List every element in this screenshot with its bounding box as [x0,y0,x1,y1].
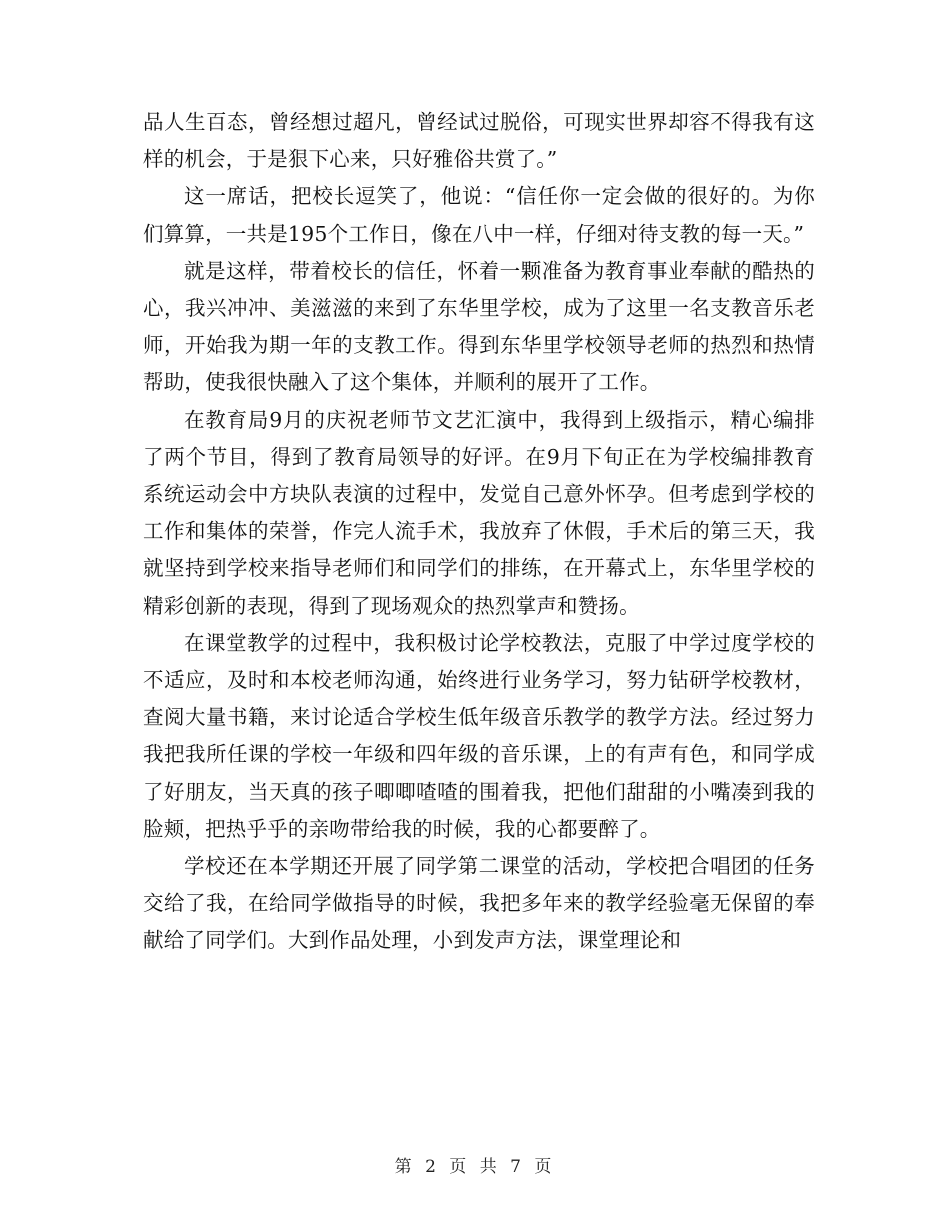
body-text [143,104,815,960]
paragraph-2: 这一席话，把校长逗笑了，他说：“信任你一定会做的很好的。为你们算算，一共是195个工作日，像在八中一样，仔细对待支教的每一天。” [143,184,815,246]
paragraph-1: 品人生百态，曾经想过超凡，曾经试过脱俗，可现实世界却容不得我有这样的机会，于是狠下心来，只好雅俗共赏了。” [143,110,815,172]
paragraph-5: 在课堂教学的过程中，我积极讨论学校教法，克服了中学过度学校的不适应，及时和本校老师沟通，始终进行业务学习，努力钻研学校教材，查阅大量书籍，来讨论适合学校生低年级音乐教学的教学方法。经过努力我把我所任课的学校一年级和四年级的音乐课，上的有声有色，和同学成了好朋友，当天真的孩子唧唧喳喳的围着我，把他们甜甜的小嘴凑到我的脸颊，把热乎乎的亲吻带给我的时候，我的心都要醉了。 [143,630,815,841]
paragraph-3: 就是这样，带着校长的信任，怀着一颗准备为教育事业奉献的酷热的心，我兴冲冲、美滋滋的来到了东华里学校，成为了这里一名支教音乐老师，开始我为期一年的支教工作。得到东华里学校领导老师的热烈和热情帮助，使我很快融入了这个集体，并顺利的展开了工作。 [143,258,815,395]
paragraph-6: 学校还在本学期还开展了同学第二课堂的活动，学校把合唱团的任务交给了我，在给同学做指导的时候，我把多年来的教学经验毫无保留的奉献给了同学们。大到作品处理，小到发声方法，课堂理论和 [143,854,815,953]
paragraph-4: 在教育局9月的庆祝老师节文艺汇演中，我得到上级指示，精心编排了两个节目，得到了教育局领导的好评。在9月下旬正在为学校编排教育系统运动会中方块队表演的过程中，发觉自己意外怀孕。但考虑到学校的工作和集体的荣誉，作完人流手术，我放弃了休假，手术后的第三天，我就坚持到学校来指导老师们和同学们的排练，在开幕式上，东华里学校的精彩创新的表现，得到了现场观众的热烈掌声和赞扬。 [143,407,815,618]
page-number-footer: 第 2 页 共 7 页 [394,1157,556,1177]
